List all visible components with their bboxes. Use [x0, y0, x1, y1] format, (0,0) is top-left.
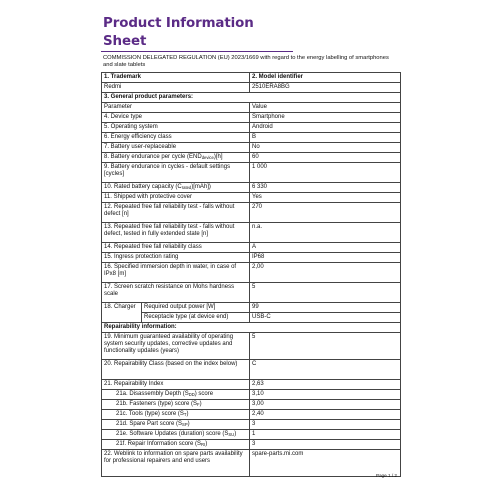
table-row [102, 123, 401, 133]
repair-parameter-name: 21. Repairability Index [102, 380, 250, 390]
label-part: ) [199, 401, 202, 408]
parameter-value: IP68 [250, 253, 401, 263]
parameter-name: 13. Repeated free fall reliability test - falls without defect, tested in fully extended state [n] [102, 223, 250, 243]
label-subscript: rated [181, 185, 192, 191]
table-row [102, 430, 401, 440]
parameter-name: 9. Battery endurance in cycles - default settings [cycles] [102, 163, 250, 183]
table-row [102, 333, 401, 360]
table-row [102, 243, 401, 253]
repair-parameter-name: 19. Minimum guaranteed availability of operating system security updates, corrective updates and functionality updates (years) [102, 333, 250, 360]
table-row [102, 283, 401, 303]
repair-parameter-value: 5 [250, 333, 401, 360]
table-row [102, 360, 401, 380]
table-row [102, 450, 401, 477]
value-header: Value [250, 103, 401, 113]
parameter-name: 14. Repeated free fall reliability class [102, 243, 250, 253]
table-row [102, 143, 401, 153]
repair-score-value: 1 [250, 430, 401, 440]
table-row [102, 113, 401, 123]
table-row [102, 73, 401, 83]
trademark-value: Redmi [102, 83, 250, 93]
label-part: )[h] [213, 154, 223, 161]
table-row [102, 163, 401, 183]
table-row [102, 133, 401, 143]
parameter-value: Android [250, 123, 401, 133]
label-part: 21c. Tools (type) score (S [116, 411, 184, 418]
label-part: ) [234, 431, 237, 438]
table-row [102, 420, 401, 430]
repair-score-name [102, 410, 250, 420]
parameter-value: 1 000 [250, 163, 401, 183]
table-row [102, 380, 401, 390]
repair-sub-rows [102, 390, 401, 450]
parameter-value: A [250, 243, 401, 253]
label-part: ) score [194, 391, 214, 398]
label-part: )[mAh]) [191, 184, 211, 191]
weblink-value: spare-parts.mi.com [250, 450, 401, 477]
label-part: 10. Rated battery capacity (C [104, 184, 182, 191]
label-subscript: SU [228, 432, 235, 438]
label-subscript: DD [188, 392, 195, 398]
parameter-value: Yes [250, 193, 401, 203]
table-row [102, 303, 401, 313]
repair-parameter-value: C [250, 360, 401, 380]
parameter-name: 5. Operating system [102, 123, 250, 133]
table-row [102, 203, 401, 223]
label-part: 8. Battery endurance per cycle (END [104, 154, 202, 161]
label-part: 21e. Software Updates (duration) score (S [116, 431, 229, 438]
label-part: ) [205, 441, 208, 448]
label-part: 21f. Repair Information score (S [116, 441, 202, 448]
parameter-name: 15. Ingress protection rating [102, 253, 250, 263]
table-row [102, 183, 401, 193]
repair-heading: Repairability information: [102, 323, 401, 333]
table-row [102, 440, 401, 450]
parameter-name [102, 153, 250, 163]
repair-score-name [102, 390, 250, 400]
general-rows [102, 113, 401, 303]
charger-type-label: Receptacle type (at device end) [142, 313, 250, 323]
parameter-value: 6 330 [250, 183, 401, 193]
table-row [102, 323, 401, 333]
charger-power-label: Required output power [W] [142, 303, 250, 313]
repair-score-name [102, 440, 250, 450]
general-heading: 3. General product parameters: [102, 93, 401, 103]
table-row [102, 153, 401, 163]
param-header: Parameter [102, 103, 250, 113]
repair-score-name [102, 400, 250, 410]
repair-parameter-name: 20. Repairability Class (based on the index below) [102, 360, 250, 380]
label-subscript: SP [182, 422, 188, 428]
parameter-value: 270 [250, 203, 401, 223]
table-row [102, 313, 401, 323]
page-number: Page 1 / 2 [376, 473, 397, 478]
parameter-name: 12. Repeated free fall reliability test - falls without defect [n] [102, 203, 250, 223]
parameter-name: 4. Device type [102, 113, 250, 123]
product-information-sheet [101, 15, 400, 485]
table-row [102, 253, 401, 263]
repair-parameter-value: 2,63 [250, 380, 401, 390]
repair-score-name [102, 430, 250, 440]
weblink-label: 22. Weblink to information on spare parts availability for professional repairers and end users [102, 450, 250, 477]
charger-label: 18. Charger [102, 303, 142, 323]
parameter-value: 60 [250, 153, 401, 163]
repair-score-name [102, 420, 250, 430]
label-subscript: F [197, 402, 200, 408]
table-row [102, 193, 401, 203]
repair-score-value: 2,40 [250, 410, 401, 420]
table-row [102, 83, 401, 93]
info-table [101, 72, 401, 477]
repair-score-value: 3 [250, 420, 401, 430]
parameter-value: No [250, 143, 401, 153]
label-part: 21d. Spare Part score (S [116, 421, 183, 428]
parameter-name: 17. Screen scratch resistance on Mohs hardness scale [102, 283, 250, 303]
parameter-name: 6. Energy efficiency class [102, 133, 250, 143]
label-subscript: T [183, 412, 187, 418]
page-title: Product Information Sheet [101, 15, 293, 52]
table-row [102, 263, 401, 283]
parameter-value: 5 [250, 283, 401, 303]
parameter-name: 7. Battery user-replaceable [102, 143, 250, 153]
table-row [102, 390, 401, 400]
table-row [102, 400, 401, 410]
repair-rows [102, 333, 401, 390]
parameter-name [102, 183, 250, 193]
model-value: 2510ERA8BG [250, 83, 401, 93]
parameter-value: B [250, 133, 401, 143]
table-row [102, 103, 401, 113]
regulation-intro: COMMISSION DELEGATED REGULATION (EU) 2023/1669 with regard to the energy labelling of smartphones and slate tablets [103, 55, 389, 69]
label-part: 21b. Fasteners (type) score (S [116, 401, 198, 408]
table-row [102, 93, 401, 103]
model-label: 2. Model identifier [250, 73, 401, 83]
parameter-value: 2,00 [250, 263, 401, 283]
charger-power-value: 99 [250, 303, 401, 313]
repair-score-value: 3 [250, 440, 401, 450]
repair-score-value: 3,10 [250, 390, 401, 400]
table-row [102, 410, 401, 420]
parameter-value: n.a. [250, 223, 401, 243]
label-part: ) [187, 421, 190, 428]
label-part: 21a. Disassembly Depth (S [116, 391, 189, 398]
parameter-name: 11. Shipped with protective cover [102, 193, 250, 203]
label-subscript: RI [201, 442, 206, 448]
repair-score-value: 3,00 [250, 400, 401, 410]
charger-type-value: USB-C [250, 313, 401, 323]
parameter-name: 16. Specified immersion depth in water, in case of IPx8 [m] [102, 263, 250, 283]
parameter-value: Smartphone [250, 113, 401, 123]
label-subscript: device [201, 155, 214, 161]
table-row [102, 223, 401, 243]
label-part: ) [186, 411, 189, 418]
trademark-label: 1. Trademark [102, 73, 250, 83]
